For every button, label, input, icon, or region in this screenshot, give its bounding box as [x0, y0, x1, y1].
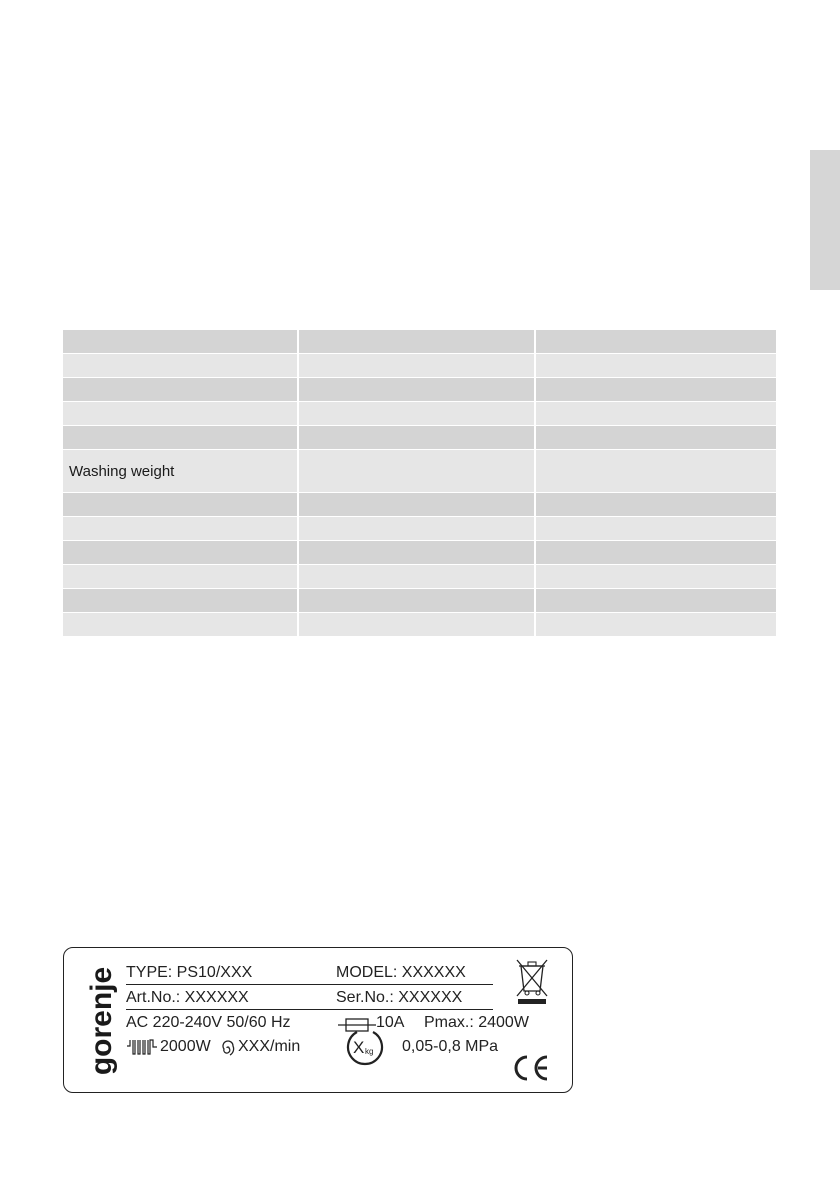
article-number: Art.No.: XXXXXX	[126, 989, 249, 1006]
spec-value	[535, 402, 776, 426]
spec-value	[298, 402, 535, 426]
spec-value	[298, 450, 535, 493]
weee-bin-icon	[514, 958, 550, 1004]
spec-value	[298, 565, 535, 589]
table-row	[63, 402, 776, 426]
spec-value	[298, 493, 535, 517]
table-row	[63, 330, 776, 354]
model-label: MODEL: XXXXXX	[336, 964, 466, 981]
table-row	[63, 378, 776, 402]
spec-value	[298, 541, 535, 565]
plate-divider	[126, 984, 493, 985]
spec-value	[535, 450, 776, 493]
spec-value	[535, 613, 776, 637]
spin-icon	[220, 1040, 236, 1056]
load-unit: kg	[365, 1047, 374, 1056]
specification-table	[63, 330, 776, 637]
table-row	[63, 493, 776, 517]
spec-value	[535, 330, 776, 354]
spec-value	[535, 517, 776, 541]
spec-label	[63, 330, 298, 354]
spec-label-washing-weight: Washing weight	[63, 450, 298, 493]
spec-label	[63, 565, 298, 589]
brand-logo-text: gorenje	[85, 966, 118, 1076]
spec-value	[298, 354, 535, 378]
table-row	[63, 589, 776, 613]
spec-value	[535, 589, 776, 613]
heater-power: 2000W	[160, 1038, 211, 1055]
spec-value	[298, 589, 535, 613]
type-label: TYPE: PS10/XXX	[126, 964, 253, 981]
language-side-tab	[810, 150, 840, 290]
plate-divider	[126, 1009, 493, 1010]
spec-label	[63, 517, 298, 541]
spec-label	[63, 613, 298, 637]
spec-value	[535, 354, 776, 378]
max-power: Pmax.: 2400W	[424, 1014, 529, 1031]
spec-value	[298, 330, 535, 354]
spec-value	[298, 517, 535, 541]
spec-value	[535, 541, 776, 565]
spec-value	[298, 378, 535, 402]
serial-number: Ser.No.: XXXXXX	[336, 989, 463, 1006]
table-row	[63, 354, 776, 378]
table-row	[63, 517, 776, 541]
ce-mark-icon	[510, 1054, 550, 1082]
table-row	[63, 426, 776, 450]
spec-label	[63, 541, 298, 565]
table-row	[63, 613, 776, 637]
fuse-rating: 10A	[376, 1014, 405, 1031]
spec-value	[298, 613, 535, 637]
spec-value	[298, 426, 535, 450]
spec-value	[535, 378, 776, 402]
spec-label	[63, 589, 298, 613]
spec-label	[63, 426, 298, 450]
spec-label	[63, 378, 298, 402]
spec-value	[535, 493, 776, 517]
heater-icon	[126, 1039, 158, 1056]
spec-label	[63, 354, 298, 378]
spec-value	[535, 565, 776, 589]
water-pressure: 0,05-0,8 MPa	[402, 1038, 499, 1055]
spec-label	[63, 493, 298, 517]
spin-speed: XXX/min	[238, 1038, 301, 1055]
spec-label	[63, 402, 298, 426]
table-row	[63, 541, 776, 565]
table-row	[63, 565, 776, 589]
rating-plate	[63, 947, 573, 1093]
load-symbol: X	[353, 1038, 365, 1057]
voltage-rating: AC 220-240V 50/60 Hz	[126, 1014, 291, 1031]
table-row	[63, 450, 776, 493]
spec-value	[535, 426, 776, 450]
